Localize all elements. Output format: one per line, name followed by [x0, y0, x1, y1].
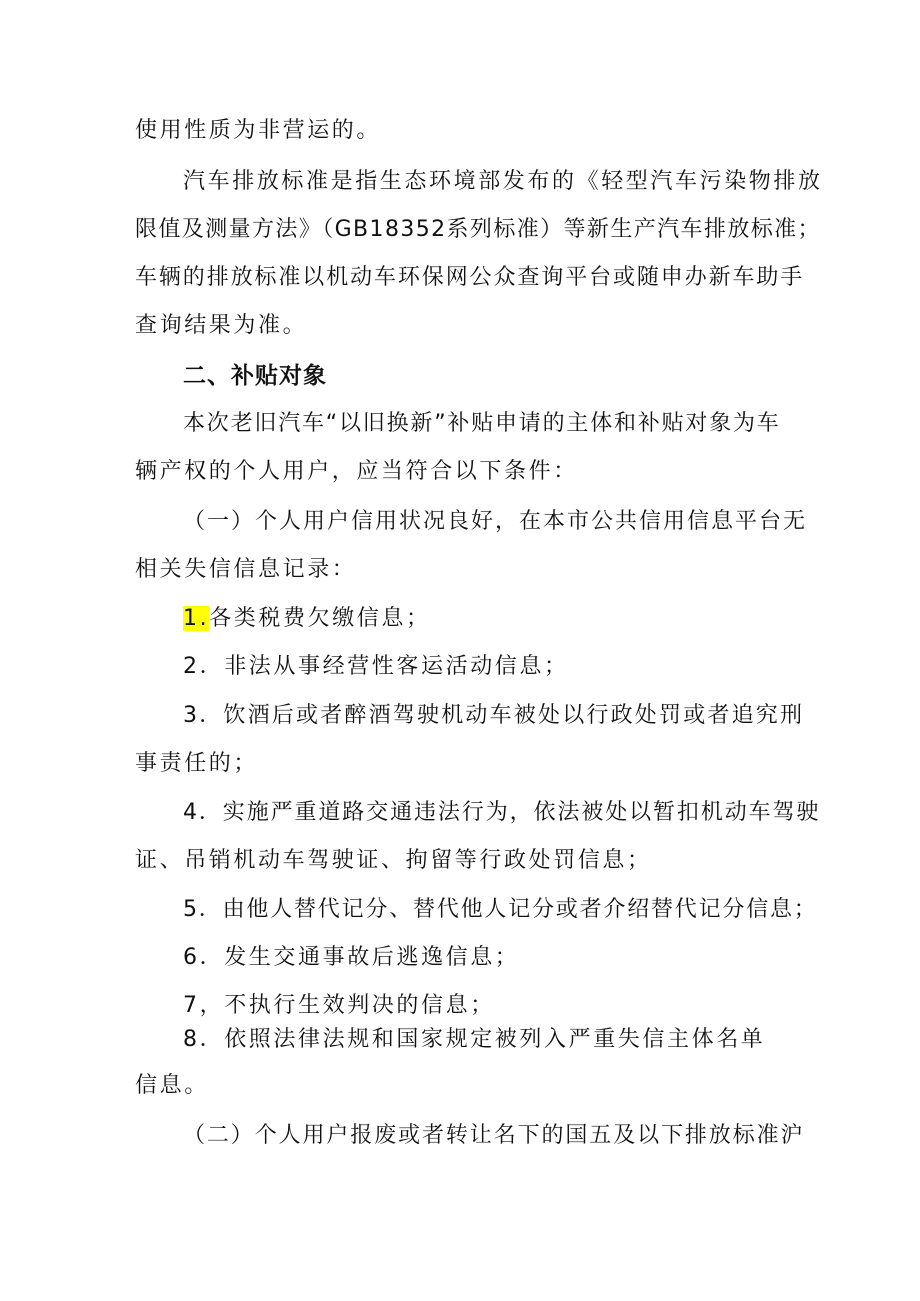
- highlighted-item-number: 1.: [183, 606, 210, 631]
- paragraph-line: 辆产权的个人用户，应当符合以下条件：: [135, 459, 578, 484]
- list-item: 7，不执行生效判决的信息；: [183, 993, 495, 1018]
- paragraph-line: 车辆的排放标准以机动车环保网公众查询平台或随申办新车助手: [135, 265, 805, 290]
- list-item: 2．非法从事经营性客运活动信息；: [183, 654, 569, 679]
- paragraph-line: 本次老旧汽车“以旧换新”补贴申请的主体和补贴对象为车: [183, 411, 781, 436]
- paragraph-line: 使用性质为非营运的。: [135, 118, 382, 143]
- paragraph-line: 相关失信信息记录：: [135, 557, 357, 582]
- list-item-continuation: 信息。: [135, 1073, 209, 1098]
- list-item: 5．由他人替代记分、替代他人记分或者介绍替代记分信息；: [183, 897, 818, 922]
- list-item-text: 各类税费欠缴信息；: [209, 606, 431, 631]
- list-item: 8．依照法律法规和国家规定被列入严重失信主体名单: [183, 1027, 766, 1052]
- paragraph-line: 查询结果为准。: [135, 313, 308, 338]
- paragraph-line: 汽车排放标准是指生态环境部发布的《轻型汽车污染物排放: [183, 169, 823, 194]
- paragraph-line: （二）个人用户报废或者转让名下的国五及以下排放标准沪: [183, 1123, 805, 1148]
- list-item: [183, 604, 431, 634]
- paragraph-line: 限值及测量方法》（GB18352系列标准）等新生产汽车排放标准；: [135, 217, 821, 242]
- list-item: 6．发生交通事故后逃逸信息；: [183, 945, 520, 970]
- list-item-continuation: 证、吊销机动车驾驶证、拘留等行政处罚信息；: [135, 848, 652, 873]
- paragraph-line: （一）个人用户信用状况良好，在本市公共信用信息平台无: [183, 509, 808, 534]
- list-item: 3．饮酒后或者醉酒驾驶机动车被处以行政处罚或者追究刑: [183, 703, 805, 728]
- list-item: 4．实施严重道路交通违法行为，依法被处以暂扣机动车驾驶: [183, 800, 821, 825]
- section-heading: 二、补贴对象: [183, 363, 327, 389]
- list-item-continuation: 事责任的；: [135, 751, 259, 776]
